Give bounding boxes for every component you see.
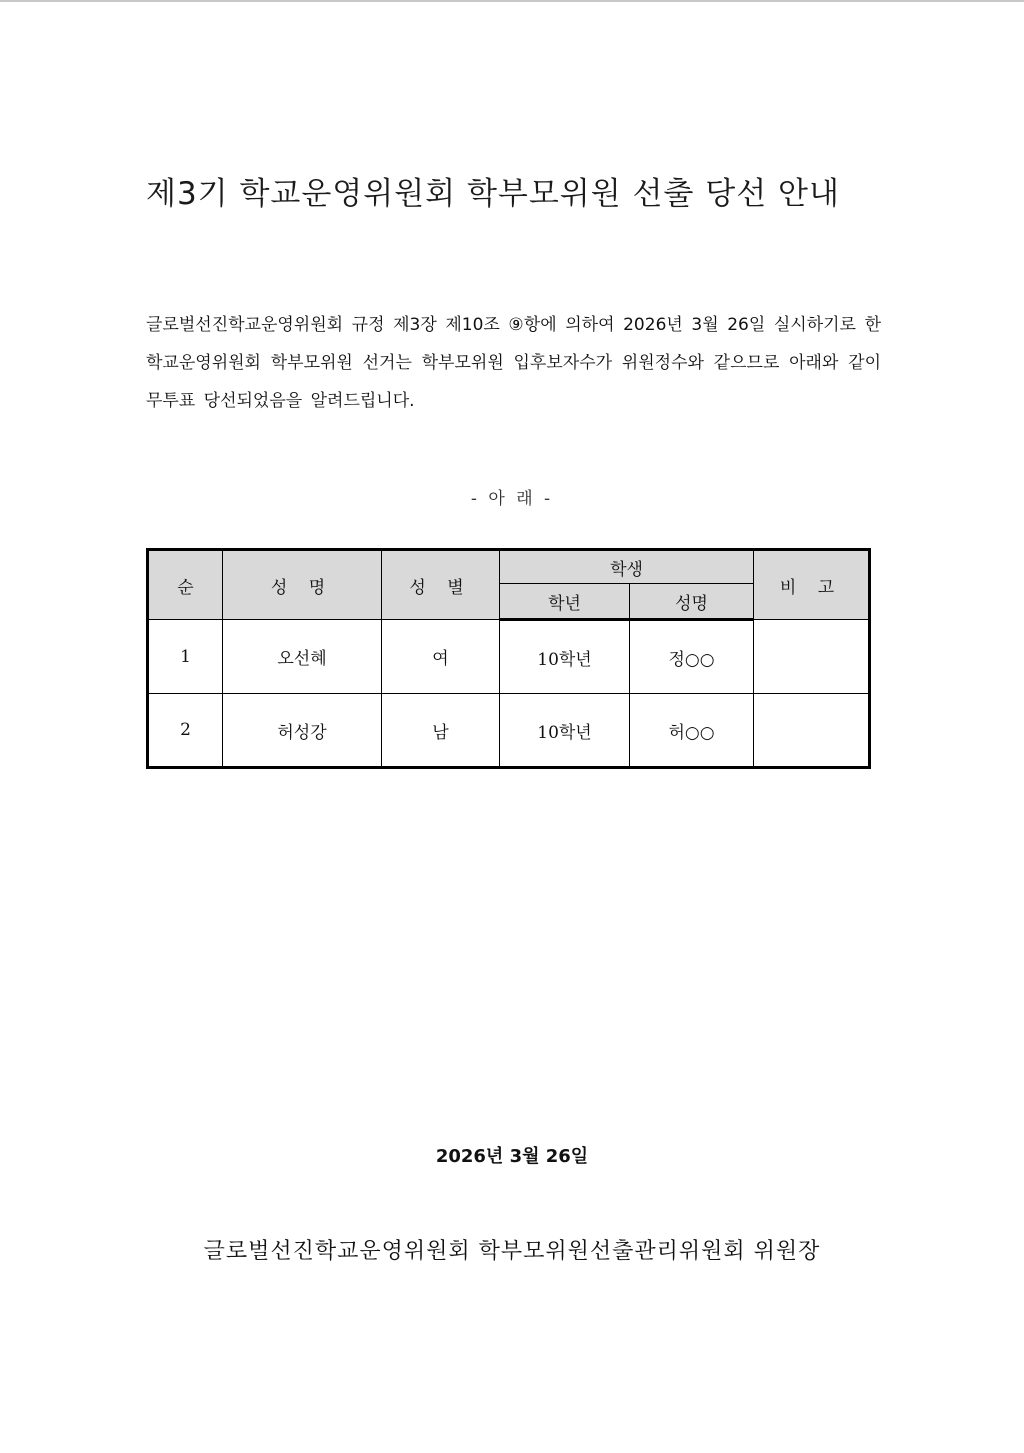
cell-student-name: 허○○ — [630, 694, 754, 768]
header-note: 비 고 — [754, 550, 870, 620]
header-name: 성 명 — [223, 550, 382, 620]
document-title: 제3기 학교운영위원회 학부모위원 선출 당선 안내 — [146, 176, 840, 212]
cell-gender: 여 — [382, 620, 500, 694]
cell-gender: 남 — [382, 694, 500, 768]
table-row — [148, 620, 870, 694]
page-top-border — [0, 0, 1024, 2]
cell-note — [754, 620, 870, 694]
cell-student-name: 정○○ — [630, 620, 754, 694]
cell-name: 허성강 — [223, 694, 382, 768]
cell-grade: 10학년 — [500, 620, 630, 694]
cell-note — [754, 694, 870, 768]
cell-grade: 10학년 — [500, 694, 630, 768]
header-student: 학생 — [500, 550, 754, 584]
header-grade: 학년 — [500, 584, 630, 620]
header-student-name: 성명 — [630, 584, 754, 620]
cell-name: 오선혜 — [223, 620, 382, 694]
header-no: 순 — [148, 550, 223, 620]
below-label: - 아 래 - — [470, 489, 554, 509]
announcement-body: 글로벌선진학교운영위원회 규정 제3장 제10조 ⑨항에 의하여 2026년 3월 26일 실시하기로 한 학교운영위원회 학부모위원 선거는 학부모위원 입후보자수가 위원정수와 같으므로 아래와 같이 무투표 당선되었음을 알려드립니다. — [146, 315, 881, 411]
document-date: 2026년 3월 26일 — [435, 1146, 589, 1167]
candidate-table — [146, 548, 871, 769]
signature-line: 글로벌선진학교운영위원회 학부모위원선출관리위원회 위원장 — [203, 1239, 821, 1264]
cell-no: 1 — [148, 620, 223, 694]
table-row — [148, 694, 870, 768]
cell-no: 2 — [148, 694, 223, 768]
header-gender: 성 별 — [382, 550, 500, 620]
